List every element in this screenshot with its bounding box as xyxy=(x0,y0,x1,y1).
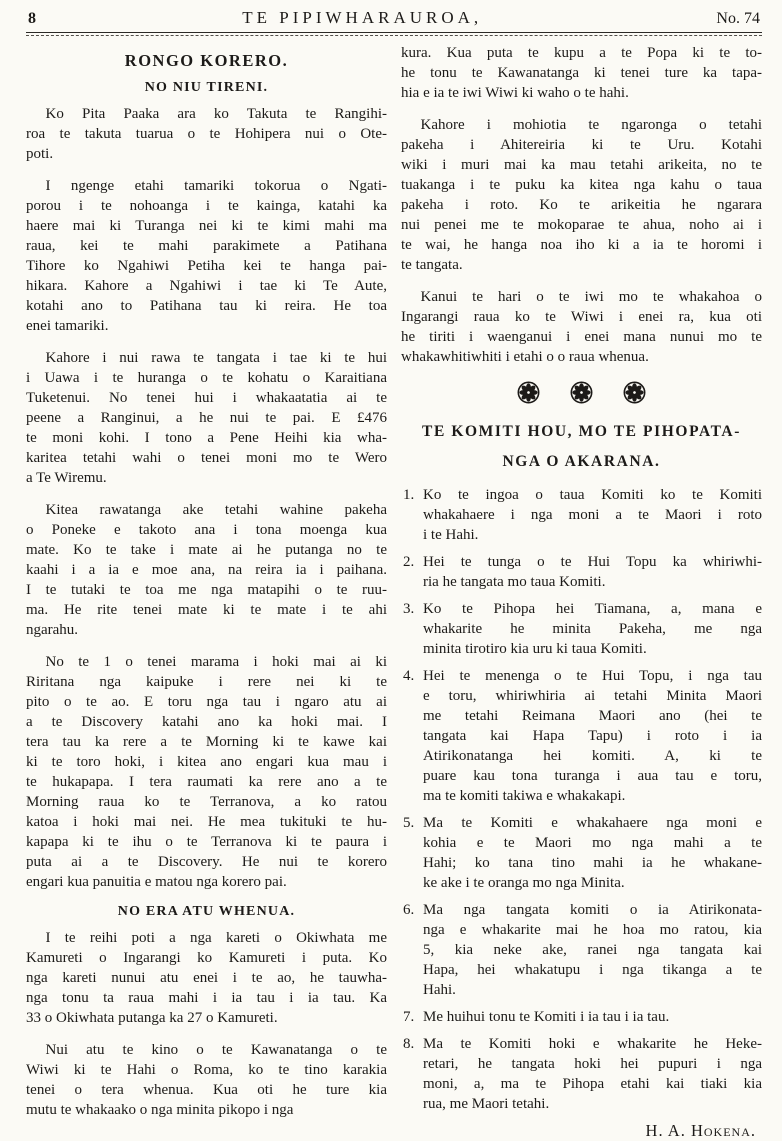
list-item xyxy=(401,599,762,659)
text-line: ki te toro hoki, i kitea ano engari kua mau i xyxy=(26,754,387,770)
rosette-icon xyxy=(570,381,593,404)
text-line: Hahi. xyxy=(423,982,456,998)
text-line: ke ake i te oranga mo nga Minita. xyxy=(423,875,625,891)
text-line: ma. He rite tenei mate ki te mate i te ahi xyxy=(26,602,387,618)
komiti-numbered-list xyxy=(401,485,762,1114)
rosette-icon xyxy=(517,381,540,404)
text-line: pakeha i Ahitereiria ki te Uru. Kotahi xyxy=(401,137,762,153)
text-line: Kamureti o Ingarangi ko Kamureti i puta. Ko xyxy=(26,950,387,966)
list-item-number: 6. xyxy=(403,902,415,918)
ornament-row xyxy=(401,381,762,405)
text-line: roa te takuta tuarua o te Hohipera nui o Ote- xyxy=(26,126,387,142)
text-line: engari kua panuitia e matou nga korero pai. xyxy=(26,874,287,890)
text-line: porou i te nohoanga i te kainga, katahi ka xyxy=(26,198,387,214)
text-line: poti. xyxy=(26,146,54,162)
text-line: te tangata. xyxy=(401,257,463,273)
text-line: Me huihui tonu te Komiti i ia tau i ia tau. xyxy=(423,1009,670,1025)
text-line: raua, kei te mahi parakimete a Patihana xyxy=(26,238,387,254)
paragraph xyxy=(26,176,387,336)
text-line: te moni kohi. I tono a Pene Heihi kia wha- xyxy=(26,430,387,446)
left-paragraph-group-1 xyxy=(26,104,387,892)
paragraph xyxy=(26,104,387,164)
text-line: ria he tangata mo taua Komiti. xyxy=(423,574,606,590)
list-item-text xyxy=(423,666,762,806)
text-line: kohia e te Maori mo nga mahi a te xyxy=(423,835,762,851)
text-line: tuakanga i te puku ka kitea nga kahu o taua xyxy=(401,177,762,193)
text-line: I te reihi poti a nga kareti o Okiwhata me xyxy=(45,930,387,946)
masthead-title: TE PIPIWHARAUROA, xyxy=(242,8,483,27)
header-rule-solid xyxy=(26,32,762,33)
text-line: Tuketenui. No tenei hui i whakaatatia ai te xyxy=(26,390,387,406)
paragraph xyxy=(401,287,762,367)
page-body xyxy=(26,43,762,1141)
list-item-number: 2. xyxy=(403,554,415,570)
article-heading-line-1: TE KOMITI HOU, MO TE PIHOPATA- xyxy=(422,423,741,440)
list-item-number: 4. xyxy=(403,668,415,684)
list-item-number: 1. xyxy=(403,487,415,503)
text-line: kapapa ki te ihu o te Terranova ki te paura i xyxy=(26,834,387,850)
list-item-text xyxy=(423,1034,762,1114)
text-line: enei tamariki. xyxy=(26,318,109,334)
list-item-text xyxy=(423,599,762,659)
text-line: Kahore i nui rawa te tangata i tae ki te hui xyxy=(45,350,387,366)
text-line: a Te Wiremu. xyxy=(26,470,107,486)
text-line: Wiwi ki te Hahi o Roma, ko te tino karakia xyxy=(26,1062,387,1078)
list-item-number: 7. xyxy=(403,1009,415,1025)
paragraph xyxy=(26,1040,387,1120)
text-line: Kahore i mohiotia te ngaronga o tetahi xyxy=(420,117,762,133)
text-line: pakeha i roto. Ko te arikeitia he ngarara xyxy=(401,197,762,213)
text-line: mutu te whakaako o nga minita pikopo i nga xyxy=(26,1102,294,1118)
text-line: moni, a, ma te Pihopa etahi kai tiaki kia xyxy=(423,1076,762,1092)
text-line: Hahi; ko tana tino mahi ia he whakane- xyxy=(423,855,762,871)
header-rule xyxy=(26,32,762,37)
left-column xyxy=(26,43,387,1141)
text-line: ngarahu. xyxy=(26,622,79,638)
text-line: mate. Ko te take i mate ai he putanga no te xyxy=(26,542,387,558)
text-line: No te 1 o tenei marama i hoki mai ai ki xyxy=(45,654,387,670)
text-line: i te Hahi. xyxy=(423,527,479,543)
text-line: Morning raua ko te Terranova, a ko ratou xyxy=(26,794,387,810)
text-line: kura. Kua puta te kupu a te Popa ki te to- xyxy=(401,45,762,61)
paragraph xyxy=(401,43,762,103)
text-line: peene a Ranginui, a he nui te pai. E £476 xyxy=(26,410,387,426)
text-line: tangata kai Hapa Tapu) i roto i ia xyxy=(423,728,762,744)
text-line: haere mai ki Turanga nei ki te kimi mahi ma xyxy=(26,218,387,234)
text-line: Kitea rawatanga ake tetahi wahine pakeha xyxy=(45,502,387,518)
right-column xyxy=(401,43,762,1141)
paragraph xyxy=(26,928,387,1028)
text-line: rua, me Maori tetahi. xyxy=(423,1096,550,1112)
list-item xyxy=(401,900,762,1000)
text-line: i Uawa i te huranga o te kohatu o Karaitiana xyxy=(26,370,387,386)
text-line: Ko te Pihopa hei Tiamana, a, mana e xyxy=(423,601,762,617)
text-line: Atirikonatanga hei komiti. A, ki te xyxy=(423,748,762,764)
text-line: he tiriti i waenganui i enei mana nunui mo te xyxy=(401,329,762,345)
text-line: me tetahi Reimana Maori ano (hei te xyxy=(423,708,762,724)
paragraph xyxy=(26,652,387,892)
text-line: nga kareti nunui atu enei i te ao, he tauwha- xyxy=(26,970,387,986)
text-line: minita tirotiro kia uru ki taua Komiti. xyxy=(423,641,647,657)
paragraph xyxy=(401,115,762,275)
text-line: o Poneke e takoto ana i tona moenga kua xyxy=(26,522,387,538)
text-line: tera tau ka rere a te Morning ki te kawe kai xyxy=(26,734,387,750)
text-line: nga e whakarite mai he hoa mo ratou, kia xyxy=(423,922,762,938)
text-line: te hukapapa. I tera raumati ka rere ano a te xyxy=(26,774,387,790)
text-line: Ma te Komiti e whakahaere nga moni e xyxy=(423,815,762,831)
text-line: e toru, whiriwhiria ai tetahi Minita Maori xyxy=(423,688,762,704)
text-line: Ingarangi raua ko te Wiwi i enei ra, kua oti xyxy=(401,309,762,325)
list-item xyxy=(401,1034,762,1114)
text-line: pito o te ao. E toru nga tau i ngaro atu ai xyxy=(26,694,387,710)
list-item-text xyxy=(423,1007,762,1027)
text-line: Tihore ko Ngahiwi Petiha kei te hanga pai- xyxy=(26,258,387,274)
list-item-text xyxy=(423,813,762,893)
text-line: puare kau tona turanga i aua tau e toru, xyxy=(423,768,762,784)
issue-number: No. 74 xyxy=(716,10,760,27)
text-line: whakahaere i nga moni a te Maori i roto xyxy=(423,507,762,523)
text-line: katoa i hoki mai nei. He mea tukituki te hu- xyxy=(26,814,387,830)
text-line: whakawhitiwhiti i etahi o o raua whenua. xyxy=(401,349,649,365)
subheading-no-niu-tireni: NO NIU TIRENI. xyxy=(144,80,269,95)
page-number: 8 xyxy=(28,10,36,27)
text-line: Ma nga tangata komiti o ia Atirikonata- xyxy=(423,902,762,918)
section-heading-rongo-korero: RONGO KORERO. xyxy=(124,51,289,70)
list-item-number: 3. xyxy=(403,601,415,617)
text-line: whakarite he minita Pakeha, me nga xyxy=(423,621,762,637)
text-line: puta ai a te Discovery. He nui te korero xyxy=(26,854,387,870)
list-item-text xyxy=(423,900,762,1000)
text-line: hia e ia te iwi Wiwi ki waho o te hahi. xyxy=(401,85,629,101)
text-line: he tonu te Kawanatanga ki tenei ture ka tapa- xyxy=(401,65,762,81)
text-line: nui penei me te mokoparae te ahua, noho ai i xyxy=(401,217,762,233)
text-line: kaahi i a ia e moe ana, na reira ia i paihana. xyxy=(26,562,387,578)
text-line: tenei o tera whenua. Kua oti he ture kia xyxy=(26,1082,387,1098)
list-item xyxy=(401,552,762,592)
text-line: kotahi ano to Patihana tau ki reira. He toa xyxy=(26,298,387,314)
rosette-icon xyxy=(623,381,646,404)
text-line: nga tonu ta raua mahi i ia tau i ia tau. Ka xyxy=(26,990,387,1006)
text-line: te wai, he hanga noa iho ki a ia te horomi i xyxy=(401,237,762,253)
page-header xyxy=(26,6,762,32)
text-line: wiki i muri mai ka mau tetahi arikeita, no te xyxy=(401,157,762,173)
list-item-text xyxy=(423,485,762,545)
header-rule-dashed xyxy=(26,35,762,36)
right-paragraph-group xyxy=(401,43,762,367)
text-line: I ngenge etahi tamariki tokorua o Ngati- xyxy=(45,178,387,194)
text-line: Ko Pita Paaka ara ko Takuta te Rangihi- xyxy=(45,106,387,122)
article-heading-te-komiti-hou xyxy=(401,417,762,477)
list-item xyxy=(401,813,762,893)
paragraph xyxy=(26,500,387,640)
text-line: Nui atu te kino o te Kawanatanga o te xyxy=(45,1042,387,1058)
article-heading-line-2: NGA O AKARANA. xyxy=(502,453,661,470)
list-item-number: 5. xyxy=(403,815,415,831)
text-line: a te Discovery katahi ano ka hoki mai. I xyxy=(26,714,387,730)
left-paragraph-group-2 xyxy=(26,928,387,1120)
text-line: Hapa, hei whakatupu i nga tikanga a te xyxy=(423,962,762,978)
list-item xyxy=(401,666,762,806)
list-item-text xyxy=(423,552,762,592)
text-line: Hei te menenga o te Hui Topu, i nga tau xyxy=(423,668,762,684)
text-line: ma te komiti takiwa e whakakapi. xyxy=(423,788,626,804)
text-line: Riritana nga kaipuke i rere nei ki te xyxy=(26,674,387,690)
paragraph xyxy=(26,348,387,488)
list-item xyxy=(401,485,762,545)
text-line: 5, kia neke ake, ranei nga tangata kai xyxy=(423,942,762,958)
text-line: 33 o Okiwhata putanga ka 27 o Kamureti. xyxy=(26,1010,278,1026)
signature: H. A. Hokena. xyxy=(645,1121,756,1140)
text-line: I te tutaki te toa me nga matapihi o te ruu- xyxy=(26,582,387,598)
text-line: Kanui te hari o te iwi mo te whakahoa o xyxy=(420,289,762,305)
text-line: karitea tetahi wahi o tenei moni mo te Wero xyxy=(26,450,387,466)
list-item-number: 8. xyxy=(403,1036,415,1052)
text-line: Hei te tunga o te Hui Topu ka whiriwhi- xyxy=(423,554,762,570)
list-item xyxy=(401,1007,762,1027)
subheading-no-era-atu-whenua: NO ERA ATU WHENUA. xyxy=(117,904,296,919)
text-line: Ko te ingoa o taua Komiti ko te Komiti xyxy=(423,487,762,503)
text-line: retari, he tangata hoki hei pupuri i nga xyxy=(423,1056,762,1072)
text-line: Ma te Komiti hoki e whakarite he Heke- xyxy=(423,1036,762,1052)
text-line: hikara. Kahore a Ngahiwi i tae ki Te Aute, xyxy=(26,278,387,294)
